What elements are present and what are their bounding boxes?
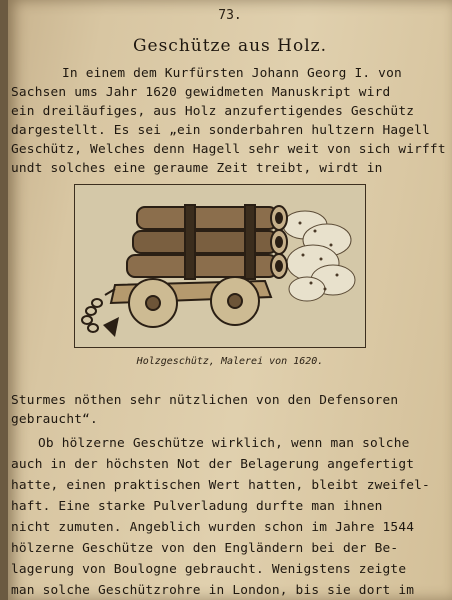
text-line: man solche Geschützrohre in London, bis sie dort im [11, 583, 415, 598]
text-line: lagerung von Boulogne gebraucht. Wenigstens zeigte [11, 562, 407, 577]
text-line: Ob hölzerne Geschütze wirklich, wenn man solche [38, 436, 410, 451]
cannon-drawing [75, 185, 365, 347]
text-line: hölzerne Geschütze von den Engländern bei der Be- [11, 541, 399, 556]
text-line: In einem dem Kurfürsten Johann Georg I. von [62, 66, 402, 81]
text-line: dargestellt. Es sei „ein sonderbahren hultzern Hagell [11, 123, 430, 138]
text-line: hatte, einen praktischen Wert hatten, bleibt zweifel- [11, 478, 430, 493]
figure-caption: Holzgeschütz, Malerei von 1620. [136, 356, 324, 367]
text-line: Sturmes nöthen sehr nützlichen von den Defensoren [11, 393, 399, 408]
text-line: nicht zumuten. Angeblich wurden schon im Jahre 1544 [11, 520, 415, 535]
page-number: 73. [218, 8, 242, 23]
text-line: Geschütz, Welches denn Hagell sehr weit von sich wirfft [11, 142, 446, 157]
text-line: auch in der höchsten Not der Belagerung angefertigt [11, 457, 415, 472]
text-line: undt solches eine geraume Zeit treibt, wirdt in [11, 161, 383, 176]
chapter-title: Geschütze aus Holz. [132, 36, 328, 56]
text-line: ein dreiläufiges, aus Holz anzufertigendes Geschütz [11, 104, 415, 119]
text-line: haft. Eine starke Pulverladung durfte man ihnen [11, 499, 383, 514]
text-line: Sachsen ums Jahr 1620 gewidmeten Manuskript wird [11, 85, 391, 100]
book-page [8, 0, 452, 600]
text-line: gebraucht“. [11, 412, 98, 427]
wooden-cannon-illustration [74, 184, 366, 348]
